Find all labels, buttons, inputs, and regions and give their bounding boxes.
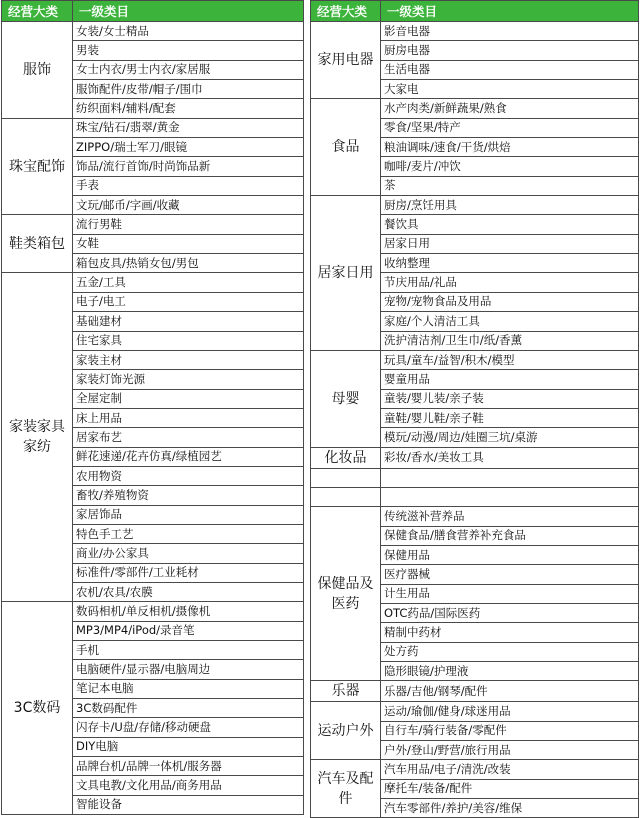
subcategory-cell: 洗护清洁剂/卫生巾/纸/香薰 (381, 331, 639, 350)
subcategory-cell: 厨房/烹饪用具 (381, 196, 639, 215)
subcategory-cell: 处方药 (381, 642, 639, 661)
table-row (311, 487, 639, 506)
subcategory-cell: 标准件/零部件/工业耗材 (73, 563, 304, 582)
subcategory-cell: 收纳整理 (381, 254, 639, 273)
header-main-category: 经营大类 (311, 1, 381, 22)
subcategory-cell: 童鞋/婴儿鞋/亲子鞋 (381, 408, 639, 427)
subcategory-cell: 品牌台机/品牌一体机/服务器 (73, 757, 304, 776)
subcategory-cell: 隐形眼镜/护理液 (381, 662, 639, 681)
table-row (311, 350, 639, 369)
subcategory-cell: 自行车/骑行装备/零配件 (381, 721, 639, 740)
main-category-cell: 保健品及医药 (311, 507, 381, 681)
subcategory-cell: 服饰配件/皮带/帽子/围巾 (73, 80, 304, 99)
subcategory-cell: 水产肉类/新鲜蔬果/熟食 (381, 99, 639, 118)
subcategory-cell: 手机 (73, 641, 304, 660)
subcategory-cell: 汽车零部件/养护/美容/维保 (381, 799, 639, 818)
subcategory-cell: 童装/婴儿装/亲子装 (381, 389, 639, 408)
subcategory-cell: 彩妆/香水/美妆工具 (381, 447, 639, 468)
subcategory-cell: 乐器/吉他/钢琴/配件 (381, 681, 639, 702)
subcategory-cell: 家装灯饰光源 (73, 370, 304, 389)
subcategory-cell: 女士内衣/男士内衣/家居服 (73, 60, 304, 79)
subcategory-cell: 零食/坚果/特产 (381, 118, 639, 137)
subcategory-cell: 农用物资 (73, 466, 304, 485)
subcategory-cell: 农机/农具/农膜 (73, 582, 304, 601)
table-row (2, 602, 304, 621)
subcategory-cell: 家装主材 (73, 350, 304, 369)
main-category-cell: 家用电器 (311, 22, 381, 99)
main-category-cell: 食品 (311, 99, 381, 196)
table-row (2, 215, 304, 234)
subcategory-cell: 户外/登山/野营/旅行用品 (381, 741, 639, 760)
subcategory-cell: 商业/办公家具 (73, 544, 304, 563)
right-category-table (310, 0, 639, 818)
subcategory-cell: 节庆用品/礼品 (381, 273, 639, 292)
subcategory-cell: 笔记本电脑 (73, 679, 304, 698)
subcategory-cell: 闪存卡/U盘/存储/移动硬盘 (73, 718, 304, 737)
subcategory-cell: 男装 (73, 41, 304, 60)
subcategory-cell: 手表 (73, 176, 304, 195)
header-row (2, 1, 304, 22)
main-category-cell: 运动户外 (311, 702, 381, 760)
subcategory-cell: 餐饮具 (381, 215, 639, 234)
subcategory-cell: OTC药品/国际医药 (381, 603, 639, 622)
subcategory-cell: 特色手工艺 (73, 524, 304, 543)
subcategory-cell: 基础建材 (73, 312, 304, 331)
left-category-table (1, 0, 304, 815)
subcategory-cell: 床上用品 (73, 408, 304, 427)
table-row (311, 681, 639, 702)
subcategory-cell: 电子/电工 (73, 292, 304, 311)
subcategory-cell: 传统滋补营养品 (381, 507, 639, 526)
subcategory-cell: 精制中药材 (381, 623, 639, 642)
main-category-cell: 3C数码 (2, 602, 73, 815)
table-row (2, 22, 304, 41)
subcategory-cell: 3C数码配件 (73, 699, 304, 718)
table-row (311, 447, 639, 468)
subcategory-cell: 茶 (381, 176, 639, 195)
main-category-cell: 居家日用 (311, 196, 381, 351)
subcategory-cell: 畜牧/养殖物资 (73, 486, 304, 505)
subcategory-cell: 家庭/个人清洁工具 (381, 312, 639, 331)
subcategory-cell: 箱包皮具/热销女包/男包 (73, 254, 304, 273)
subcategory-cell: 文玩/邮币/字画/收藏 (73, 196, 304, 215)
subcategory-cell: 电脑硬件/显示器/电脑周边 (73, 660, 304, 679)
subcategory-cell: 生活电器 (381, 60, 639, 79)
table-row (311, 507, 639, 526)
subcategory-cell (381, 468, 639, 487)
subcategory-cell: ZIPPO/瑞士军刀/眼镜 (73, 138, 304, 157)
subcategory-cell: 影音电器 (381, 22, 639, 41)
subcategory-cell: 粮油调味/速食/干货/烘焙 (381, 138, 639, 157)
table-row (311, 702, 639, 721)
subcategory-cell: 计生用品 (381, 584, 639, 603)
subcategory-cell: 智能设备 (73, 795, 304, 814)
subcategory-cell: 医疗器械 (381, 565, 639, 584)
subcategory-cell: 咖啡/麦片/冲饮 (381, 157, 639, 176)
main-category-cell: 服饰 (2, 22, 73, 119)
header-first-level-category: 一级类目 (73, 1, 304, 22)
table-row (2, 273, 304, 292)
header-row (311, 1, 639, 22)
main-category-cell (311, 487, 381, 506)
table-row (2, 118, 304, 137)
subcategory-cell: 宠物/宠物食品及用品 (381, 292, 639, 311)
main-category-cell (311, 468, 381, 487)
subcategory-cell: 婴童用品 (381, 370, 639, 389)
subcategory-cell: 数码相机/单反相机/摄像机 (73, 602, 304, 621)
main-category-cell: 母婴 (311, 350, 381, 447)
subcategory-cell: 流行男鞋 (73, 215, 304, 234)
header-main-category: 经营大类 (2, 1, 73, 22)
main-category-cell: 珠宝配饰 (2, 118, 73, 215)
header-first-level-category: 一级类目 (381, 1, 639, 22)
subcategory-cell: 纺织面料/辅料/配套 (73, 99, 304, 118)
subcategory-cell: 全屋定制 (73, 389, 304, 408)
subcategory-cell: 居家布艺 (73, 428, 304, 447)
subcategory-cell: 女装/女士精品 (73, 22, 304, 41)
main-category-cell: 汽车及配件 (311, 760, 381, 818)
subcategory-cell: MP3/MP4/iPod/录音笔 (73, 621, 304, 640)
table-row (311, 22, 639, 41)
subcategory-cell (381, 487, 639, 506)
subcategory-cell: 鲜花速递/花卉仿真/绿植园艺 (73, 447, 304, 466)
subcategory-cell: DIY电脑 (73, 737, 304, 756)
subcategory-cell: 珠宝/钻石/翡翠/黄金 (73, 118, 304, 137)
table-row (311, 196, 639, 215)
main-category-cell: 家装家具家纺 (2, 273, 73, 602)
main-category-cell: 鞋类箱包 (2, 215, 73, 273)
subcategory-cell: 运动/瑜伽/健身/球迷用品 (381, 702, 639, 721)
main-category-cell: 化妆品 (311, 447, 381, 468)
subcategory-cell: 模玩/动漫/周边/娃圈三坑/桌游 (381, 428, 639, 447)
main-category-cell: 乐器 (311, 681, 381, 702)
table-row (311, 99, 639, 118)
subcategory-cell: 家居饰品 (73, 505, 304, 524)
subcategory-cell: 女鞋 (73, 234, 304, 253)
subcategory-cell: 饰品/流行首饰/时尚饰品新 (73, 157, 304, 176)
subcategory-cell: 厨房电器 (381, 41, 639, 60)
subcategory-cell: 保健食品/膳食营养补充食品 (381, 526, 639, 545)
subcategory-cell: 大家电 (381, 80, 639, 99)
subcategory-cell: 玩具/童车/益智/积木/模型 (381, 350, 639, 369)
subcategory-cell: 汽车用品/电子/清洗/改装 (381, 760, 639, 779)
subcategory-cell: 保健用品 (381, 545, 639, 564)
table-row (311, 760, 639, 779)
subcategory-cell: 居家日用 (381, 234, 639, 253)
subcategory-cell: 五金/工具 (73, 273, 304, 292)
subcategory-cell: 住宅家具 (73, 331, 304, 350)
subcategory-cell: 摩托车/装备/配件 (381, 779, 639, 798)
table-row (311, 468, 639, 487)
subcategory-cell: 文具电教/文化用品/商务用品 (73, 776, 304, 795)
